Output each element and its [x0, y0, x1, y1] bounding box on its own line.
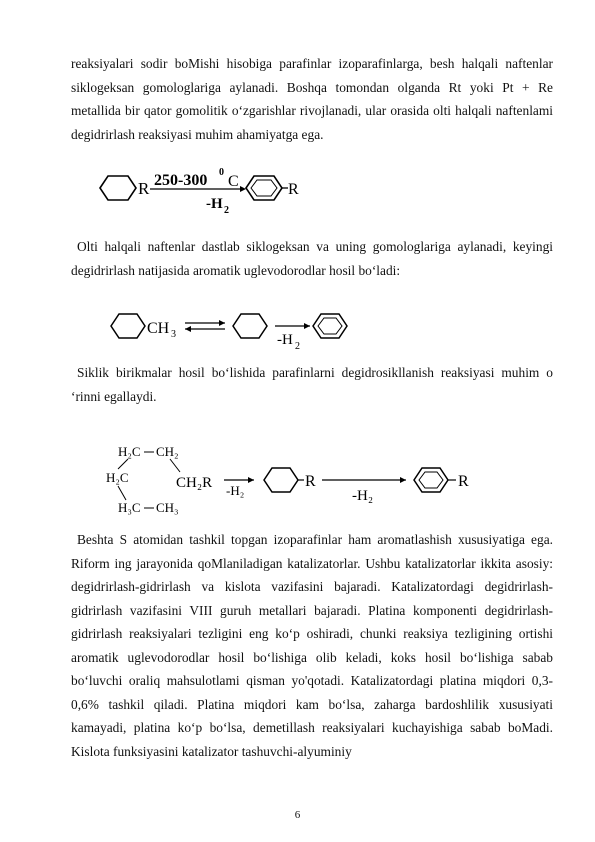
methylcyclohexane-ring [111, 314, 145, 338]
cyclohexane-ring [100, 176, 136, 200]
arrow-head-1 [248, 477, 254, 483]
equilibrium-head-back [185, 326, 191, 332]
h2-subscript: 2 [224, 205, 229, 216]
h2-subscript: 2 [295, 341, 300, 352]
reaction-scheme-3 [104, 438, 482, 524]
reaction-scheme-1 [88, 150, 308, 216]
paragraph-3: Siklik birikmalar hosil bo‘lishida parafinlarni degidrosikllanish reaksiyasi muhim o ‘rinni egallaydi. [71, 365, 553, 404]
h3c-bottom: H₃C [118, 500, 141, 515]
ch2r-group: CH₂R [176, 475, 213, 491]
arrow-head-2 [400, 477, 406, 483]
condition-minus-h2-2: -H₂ [352, 488, 374, 504]
cyclohexene-ring [233, 314, 267, 338]
benzene-inner-ring [318, 318, 342, 334]
paragraph-1: reaksiyalari sodir boMishi hisobiga parafinlar izoparafinlarga, besh halqali naftenlar siklogeksan gomologlariga aylanadi. Boshqa tomondan olganda Rt yoki Pt + Re metallida bir qator gomolitik o‘zgarishlar rivojlanadi, ular orasida olti halqali naftenlami degidrirlash reaksiyasi muhim ahamiyatga ega. [71, 56, 553, 142]
arrow-head [304, 323, 310, 329]
benzene-inner-ring [419, 472, 443, 488]
condition-minus-h2: -H [206, 196, 223, 212]
ch2-top: CH₂ [156, 444, 179, 459]
condition-unit: C [228, 173, 239, 190]
substituent-r-right: R [458, 473, 469, 490]
h2c-middle: H₂C [106, 470, 129, 485]
substituent-r-right: R [288, 181, 299, 198]
benzene-inner-ring [251, 180, 277, 196]
methyl-subscript: 3 [171, 329, 176, 340]
cyclohexane-ring [264, 468, 298, 492]
h2c-top: H₂C [118, 444, 141, 459]
condition-minus-h2-1: -H₂ [226, 483, 245, 498]
equilibrium-head-forward [219, 320, 225, 326]
paragraph-4: Beshta S atomidan tashkil topgan izoparafinlar ham aromatlashish xususiyatiga ega. Riform ing jarayonida qoMlaniladigan katalizatorlar. Ushbu katalizatorlar ikkita asosiy: degidrirlash-gidrirlash va kislota vazifasini bajaradi. Katalizatordagi degidrirlash-gidrirlash vazifasini VIII guruh metallari bajaradi. Platina komponenti degidrirlash-gidrirlash reaksiyalari tezligini eng ko‘p oshiradi, chunki reaksiya tezligining ortishi aromatik uglevodorodlar hosil bo‘lishiga olib keladi, koks hosil bo‘lishiga sabab bo‘luvchi oraliq mahsulotlami qisman yo'qotadi. Katalizatordagi platina miqdori 0,3-0,6% tashkil qiladi. Platina miqdori kam bo‘lsa, zaharga bardoshlilik xususiyati kamayadi, platina ko‘p bo‘lsa, demetillash reaksiyalari kuchayishiga sabab boMadi. Kislota funksiyasini katalizator tashuvchi-alyuminiy [71, 532, 553, 759]
condition-minus-h2: -H [277, 332, 293, 348]
paragraph-2: Olti halqali naftenlar dastlab siklogeksan va uning gomologlariga aylanadi, keyingi degidrirlash natijasida aromatik uglevodorodlar hosil bo‘ladi: [71, 239, 553, 278]
substituent-r-middle: R [305, 473, 316, 490]
condition-degree: 0 [219, 167, 224, 178]
condition-temperature: 250-300 [154, 172, 208, 189]
page-number: 6 [294, 809, 301, 821]
substituent-r-left: R [138, 179, 150, 198]
arrow-head [240, 186, 246, 192]
reaction-scheme-2 [105, 296, 355, 358]
methyl-group: CH [147, 320, 170, 337]
ch3-bottom: CH₃ [156, 500, 179, 515]
